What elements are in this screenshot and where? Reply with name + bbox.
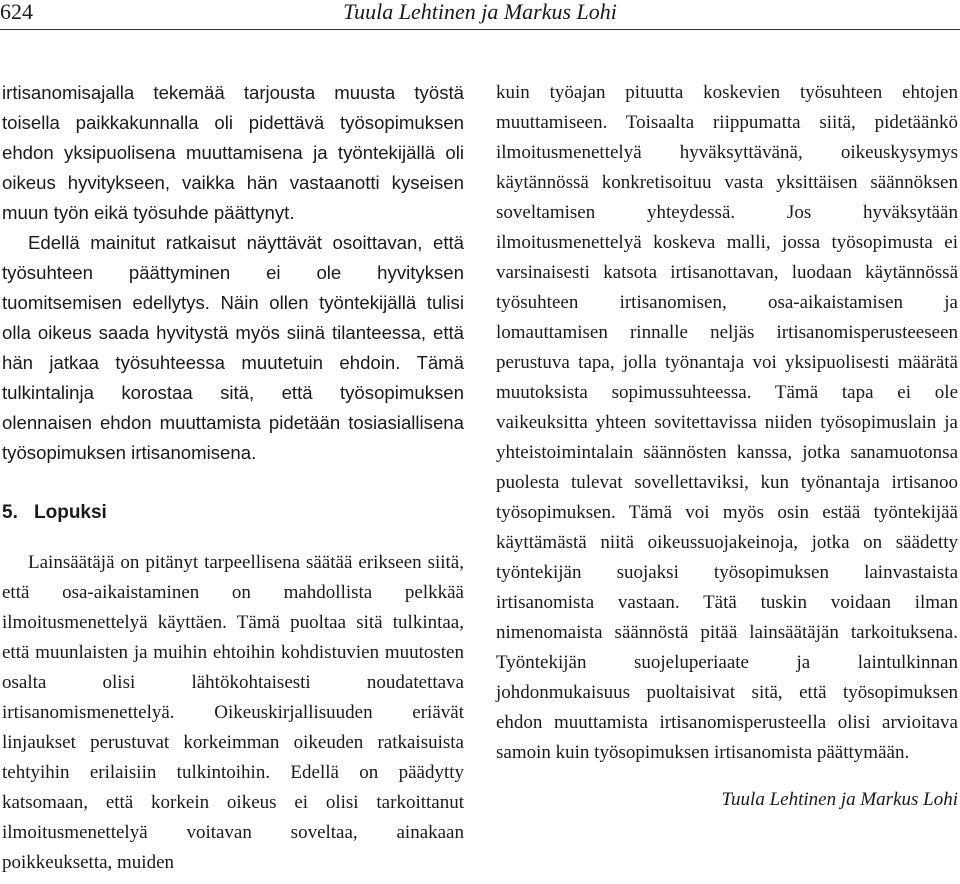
page-number: 624: [0, 0, 33, 24]
section-number: 5.: [2, 502, 18, 523]
section-title: Lopuksi: [34, 502, 107, 523]
running-head: Tuula Lehtinen ja Markus Lohi: [343, 0, 617, 24]
left-paragraph-3: Lainsäätäjä on pitänyt tarpeellisena säätää erikseen siitä, että osa-aikaistaminen on mahdollista pelkkää ilmoitusmenettelyä käyttäen. Tämä puoltaa sitä tulkintaa, että muunlaisten ja muihin ehtoihin kohdistuvien muutosten osalta olisi lähtökohtaisesti noudatettava irtisanomismenettelyä. Oikeuskirjallisuuden eriävät linjaukset perustuvat korkeimman oikeuden ratkaisuista tehtyihin erilaisiin tulkintoihin. Edellä on päädytty katsomaan, että korkein oikeus ei olisi tarkoittanut ilmoitusmenettelyä voitavan soveltaa, ainakaan poikkeuksetta, muiden: [2, 552, 464, 873]
right-column: [496, 78, 958, 815]
page-header: [0, 0, 960, 30]
author-signature: Tuula Lehtinen ja Markus Lohi: [721, 789, 958, 810]
left-paragraph-1: irtisanomisajalla tekemää tarjousta muusta työstä toisella paikkakunnalla oli pidettävä työsopimuksen ehdon yksipuolisena muuttamisena ja työntekijällä oli oikeus hyvitykseen, vaikka hän vastaanotti kyseisen muun työn eikä työsuhde päättynyt.: [2, 82, 464, 223]
section-heading: [2, 498, 464, 528]
left-paragraph-2: Edellä mainitut ratkaisut näyttävät osoittavan, että työsuhteen päättyminen ei ole hyvityksen tuomitsemisen edellytys. Näin ollen työntekijällä tulisi olla oikeus saada hyvitystä myös siinä tilanteessa, että hän jatkaa työsuhteessa muutetuin ehdoin. Tämä tulkintalinja korostaa sitä, että työsopimuksen olennaisen ehdon muuttamista pidetään tosiasiallisena työsopimuksen irtisanomisena.: [2, 232, 464, 463]
header-rule: [0, 29, 960, 30]
left-column: [2, 78, 464, 878]
right-paragraph-1: kuin työajan pituutta koskevien työsuhteen ehtojen muuttamiseen. Toisaalta riippumatta siitä, pidetäänkö ilmoitusmenettelyä hyväksyttävänä, oikeuskysymys käytännössä konkretisoituu vasta yksittäisen säännöksen soveltamisen yhteydessä. Jos hyväksytään ilmoitusmenettelyä koskeva malli, jossa työsopimusta ei varsinaisesti katsota irtisanottavan, luodaan käytännössä työsuhteen irtisanomisen, osa-aikaistamisen ja lomauttamisen rinnalle neljäs irtisanomisperusteeseen perustuva tapa, jolla työnantaja voi yksipuolisesti määrätä muutoksista sopimussuhteessa. Tämä tapa ei ole vaikeuksitta yhteen sovitettavissa niiden työsopimuslain ja yhteistoimintalain säännösten kanssa, jotka sanamuotonsa puolesta tulevat sovellettaviksi, kun työnantaja irtisanoo työsopimuksen. Tämä voi myös osin estää työntekijää käyttämästä niitä oikeussuojakeinoja, jotka on säädetty työntekijän suojaksi työsopimuksen lainvastaista irtisanomista vastaan. Tätä tuskin voidaan ilman nimenomaista säännöstä pitää lainsäätäjän tarkoituksena. Työntekijän suojeluperiaate ja laintulkinnan johdonmukaisuus puoltaisivat sitä, että työsopimuksen ehdon muuttamista irtisanomisperusteella olisi arvioitava samoin kuin työsopimuksen irtisanomista päättymään.: [496, 82, 958, 763]
